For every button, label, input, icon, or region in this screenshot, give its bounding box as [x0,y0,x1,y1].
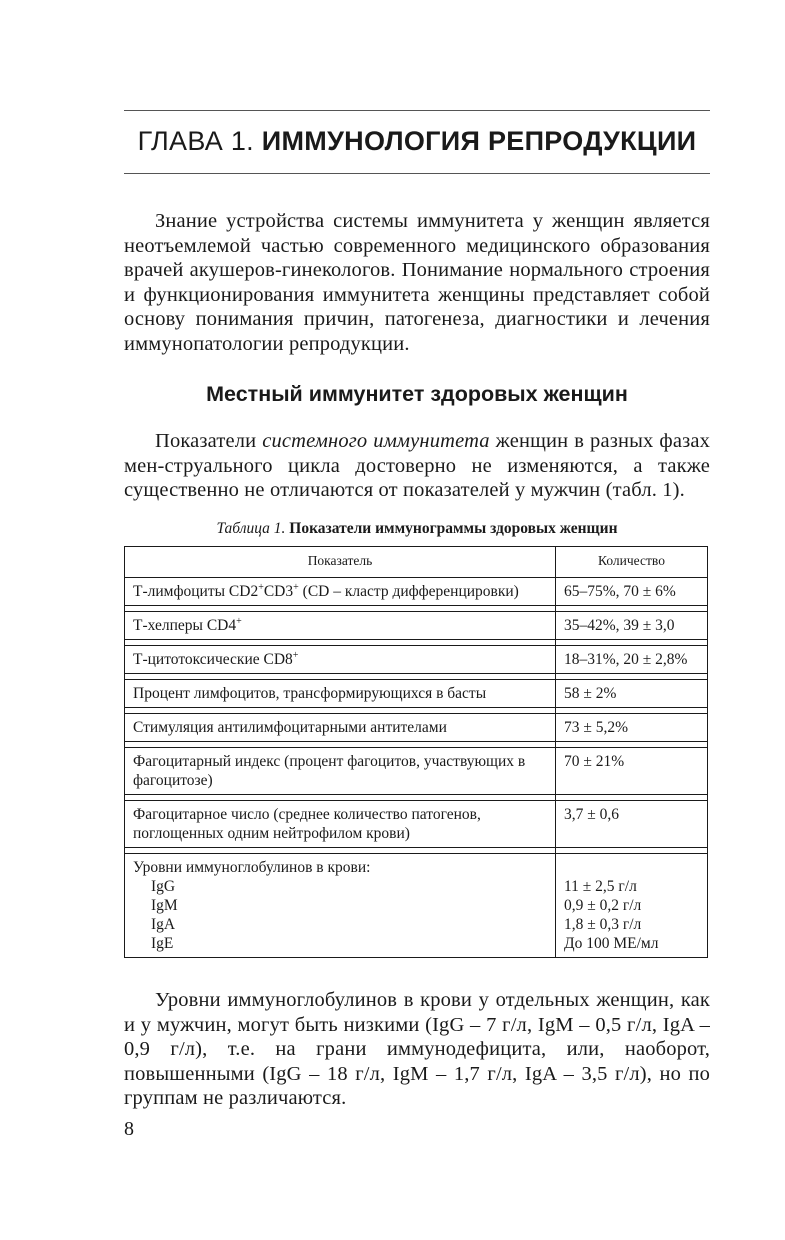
ig-name: IgM [151,897,178,914]
cd3-superscript: + [293,581,299,593]
table-row [125,578,708,606]
chapter-top-rule [124,110,710,111]
row-indicator [125,646,556,674]
chapter-title [124,126,710,157]
row-value: 35–42%, 39 ± 3,0 [556,612,708,640]
ig-value: 0,9 ± 0,2 г/л [564,897,642,914]
ig-name: IgA [151,916,176,933]
row-indicator: Фагоцитарный индекс (процент фагоцитов, участвующих в фагоцитозе) [125,748,556,795]
row-indicator [125,612,556,640]
header-quantity: Количество [556,547,708,578]
immunoglobulin-row [125,854,708,958]
systemic-immunity-paragraph [124,429,710,503]
intro-paragraph: Знание устройства системы иммунитета у женщин является неотъемлемой частью современного медицинского образования врачей акушеров-гинекологов. Понимание нормального строения и функционирования иммунитета женщины представляет собой основу понимания причин, патогенеза, диагностики и лечения иммунопатологии репродукции. [124,210,710,355]
page-number: 8 [124,1118,134,1140]
ig-value: 11 ± 2,5 г/л [564,878,637,895]
chapter-bottom-rule [124,173,710,174]
cd2-label: Т-лимфоциты CD2 [133,583,259,600]
immunogram-table [124,546,708,958]
cd8-superscript: + [292,649,299,661]
row-value: 18–31%, 20 ± 2,8% [556,646,708,674]
chapter-prefix: ГЛАВА 1. [137,126,254,156]
paragraph2-after: женщин в разных фазах мен-струального цикла достоверно не изменяются, а также существенно не отличаются от показателей у мужчин (табл. 1). [124,430,710,502]
table-row [125,680,708,708]
row-value: 58 ± 2% [556,680,708,708]
row-indicator [125,578,556,606]
cd3-label: CD3 [263,583,294,600]
row-indicator: Процент лимфоцитов, трансформирующихся в басты [125,680,556,708]
section-heading: Местный иммунитет здоровых женщин [206,382,628,406]
row-indicator: Фагоцитарное число (среднее количество патогенов, поглощенных одним нейтрофилом крови) [125,801,556,848]
row-value: 70 ± 21% [556,748,708,795]
table-header-row [125,547,708,578]
table-row [125,646,708,674]
row-value: 65–75%, 70 ± 6% [556,578,708,606]
cd8-label: Т-цитотоксические CD8 [133,651,293,668]
immunoglobulin-list [151,877,547,953]
paragraph2-emphasis: системного иммунитета [262,430,490,452]
row-value: 3,7 ± 0,6 [556,801,708,848]
cd-note: (CD – кластр дифференцировки) [298,583,519,600]
table-caption-label: Таблица 1. [216,520,286,537]
table-caption [124,520,710,538]
immunoglobulin-label: Уровни иммуноглобулинов в крови: [133,859,371,876]
ig-name: IgG [151,878,176,895]
table-row [125,714,708,742]
row-indicator: Стимуляция антилимфоцитарными антителами [125,714,556,742]
cd4-superscript: + [236,615,242,627]
table-row [125,748,708,795]
cd4-label: Т-хелперы CD4 [133,617,237,634]
cd2-superscript: + [258,581,264,593]
paragraph2-before: Показатели [155,430,263,452]
ig-name: IgE [151,935,174,952]
ig-value: 1,8 ± 0,3 г/л [564,916,642,933]
immunoglobulin-value-list [564,877,699,953]
chapter-name: ИММУНОЛОГИЯ РЕПРОДУКЦИИ [261,126,697,156]
row-value: 73 ± 5,2% [556,714,708,742]
immunoglobulin-paragraph: Уровни иммуноглобулинов в крови у отдельных женщин, как и у мужчин, могут быть низкими (IgG – 7 г/л, IgM – 0,5 г/л, IgA – 0,9 г/л), т.е. на грани иммунодефицита, или, наоборот, повышенными (IgG – 18 г/л, IgM – 1,7 г/л, IgA – 3,5 г/л), но по группам не различаются. [124,989,710,1110]
table-row [125,801,708,848]
table-caption-title: Показатели иммунограммы здоровых женщин [289,520,618,537]
header-indicator: Показатель [125,547,556,578]
ig-value: До 100 МЕ/мл [564,935,659,952]
immunoglobulin-names [125,854,556,958]
immunoglobulin-values [556,854,708,958]
table-row [125,612,708,640]
